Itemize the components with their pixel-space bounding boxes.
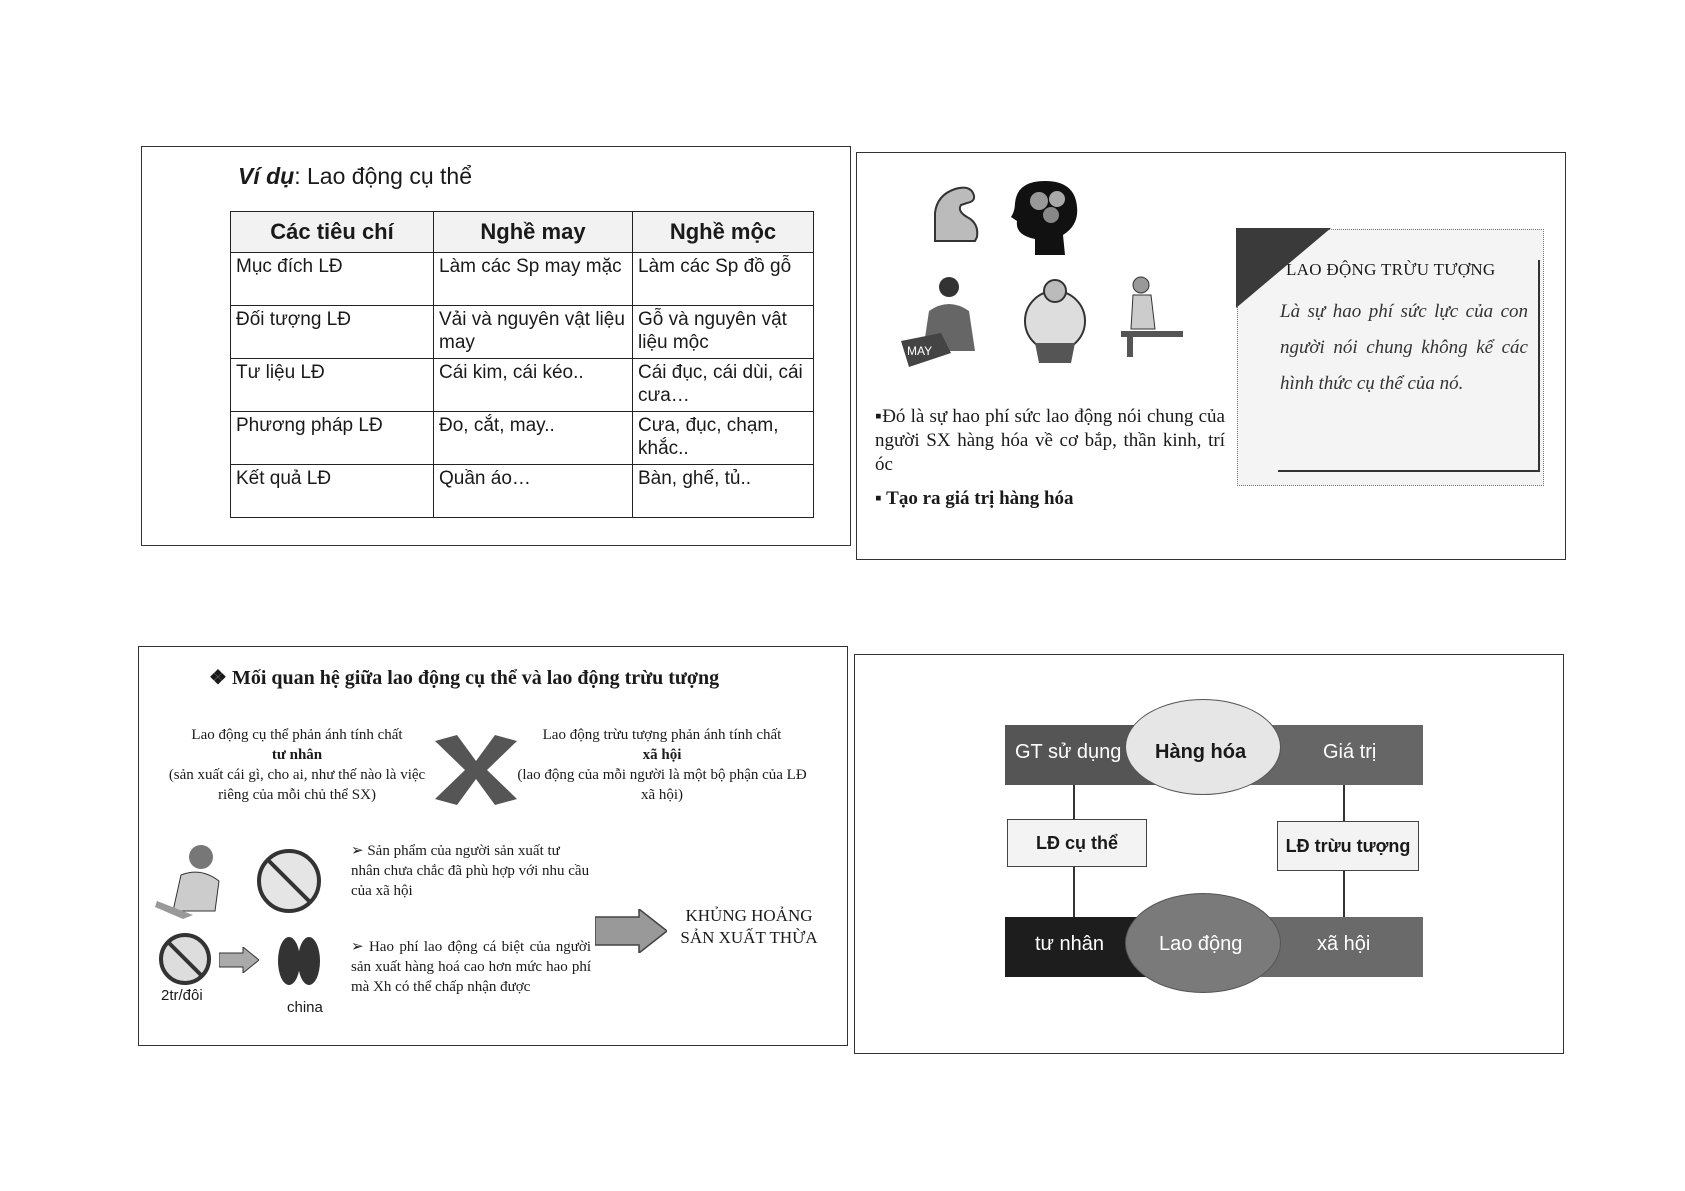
- diamond-bullet-icon: ❖: [209, 667, 232, 689]
- table-cell: Bàn, ghế, tủ..: [633, 465, 814, 518]
- may-label: MAY: [907, 344, 933, 358]
- use-value-label: GT sử dụng: [1015, 741, 1122, 763]
- connector-line: [1073, 867, 1075, 917]
- table-row: [231, 412, 814, 465]
- table-row: [231, 465, 814, 518]
- table-header: Các tiêu chí: [231, 212, 434, 253]
- table-cell: Đối tượng LĐ: [231, 306, 434, 359]
- table-cell: Quần áo…: [434, 465, 633, 518]
- point-cost: ➢ Hao phí lao động cá biệt của người sản xuất hàng hoá cao hơn mức hao phí mà Xh có thể chấp nhận được: [351, 939, 591, 995]
- sewing-worker-icon: [899, 271, 989, 371]
- table-header: Nghề mộc: [633, 212, 814, 253]
- table-cell: Cái kim, cái kéo..: [434, 359, 633, 412]
- cross-arrows-icon: [435, 735, 517, 805]
- bullet-text: ▪ Tạo ra giá trị hàng hóa: [875, 488, 1074, 509]
- commodity-label: Hàng hóa: [1155, 741, 1247, 763]
- point-mismatch: ➢ Sản phẩm của người sản xuất tư nhân chưa chắc đã phù hợp với nhu cầu của xã hội: [351, 843, 590, 899]
- slide-commodity-diagram: [854, 654, 1564, 1054]
- connector-line: [1343, 871, 1345, 917]
- table-cell: Vải và nguyên vật liệu may: [434, 306, 633, 359]
- slide3-title: [209, 665, 719, 690]
- carpenter-worker-icon: [1015, 271, 1095, 371]
- concrete-labor-note: [167, 725, 427, 805]
- arm-muscle-icon: [927, 183, 987, 245]
- no-product-icon: [253, 845, 325, 917]
- table-cell: Tư liệu LĐ: [231, 359, 434, 412]
- brain-head-icon: [1005, 177, 1085, 257]
- table-row: [231, 306, 814, 359]
- table-cell: Đo, cắt, may..: [434, 412, 633, 465]
- table-cell: Mục đích LĐ: [231, 253, 434, 306]
- box-heading: LAO ĐỘNG TRỪU TƯỢNG: [1286, 260, 1496, 279]
- abstract-labor-box: [1237, 229, 1544, 486]
- slide-abstract-labor: [856, 152, 1566, 560]
- note-line: Lao động cụ thể phản ánh tính chất: [191, 727, 403, 743]
- table-cell: Cái đục, cái dùi, cái cưa…: [633, 359, 814, 412]
- small-arrow-icon: [219, 947, 259, 973]
- slide2-bullets: [875, 405, 1225, 521]
- note-line: (sản xuất cái gì, cho ai, như thế nào là việc riêng của mỗi chủ thể SX): [168, 767, 426, 803]
- table-cell: Làm các Sp may mặc: [434, 253, 633, 306]
- table-header-row: [231, 212, 814, 253]
- table-cell: Gỗ và nguyên vật liệu mộc: [633, 306, 814, 359]
- labor-label: Lao động: [1159, 933, 1243, 955]
- table-cell: Phương pháp LĐ: [231, 412, 434, 465]
- arrow-right-icon: [595, 909, 667, 953]
- no-shoes-icon: [157, 931, 217, 987]
- note-line: (lao động của mỗi người là một bộ phận của LĐ xã hội): [517, 767, 807, 803]
- table-cell: Làm các Sp đồ gỗ: [633, 253, 814, 306]
- social-label: xã hội: [1317, 933, 1371, 955]
- slide-relationship: [138, 646, 848, 1046]
- woodworker-icon: [1117, 273, 1187, 359]
- sandals-icon: [275, 933, 323, 989]
- title-rest: : Lao động cụ thể: [294, 163, 472, 189]
- table-cell: Kết quả LĐ: [231, 465, 434, 518]
- title-bold: Ví dụ: [238, 163, 295, 189]
- concrete-labor-box: LĐ cụ thể: [1007, 819, 1147, 867]
- criteria-table: [230, 211, 814, 518]
- value-label: Giá trị: [1323, 741, 1377, 763]
- table-cell: Cưa, đục, chạm, khắc..: [633, 412, 814, 465]
- table-header: Nghề may: [434, 212, 633, 253]
- private-label: tư nhân: [1035, 933, 1104, 955]
- slide1-title: [238, 163, 472, 190]
- abstract-labor-note: [517, 725, 807, 805]
- abstract-labor-box: LĐ trừu tượng: [1277, 821, 1419, 871]
- price-label: 2tr/đôi: [161, 987, 203, 1004]
- note-bold: xã hội: [642, 747, 682, 763]
- slide-concrete-labor-table: [141, 146, 851, 546]
- china-label: china: [287, 999, 323, 1016]
- crisis-label: KHỦNG HOẢNG SẢN XUẤT THỪA: [680, 906, 818, 947]
- connector-line: [1073, 785, 1075, 819]
- connector-line: [1343, 785, 1345, 821]
- title-text: Mối quan hệ giữa lao động cụ thể và lao động trừu tượng: [231, 667, 720, 689]
- box-body: Là sự hao phí sức lực của con người nói chung không kể các hình thức cụ thể của nó.: [1280, 301, 1528, 394]
- thinking-person-icon: [153, 841, 243, 921]
- note-bold: tư nhân: [271, 747, 323, 763]
- table-row: [231, 359, 814, 412]
- bullet-text: ▪Đó là sự hao phí sức lao động nói chung của người SX hàng hóa về cơ bắp, thần kinh, trí óc: [875, 406, 1225, 475]
- note-line: Lao động trừu tượng phản ánh tính chất: [542, 727, 782, 743]
- table-row: [231, 253, 814, 306]
